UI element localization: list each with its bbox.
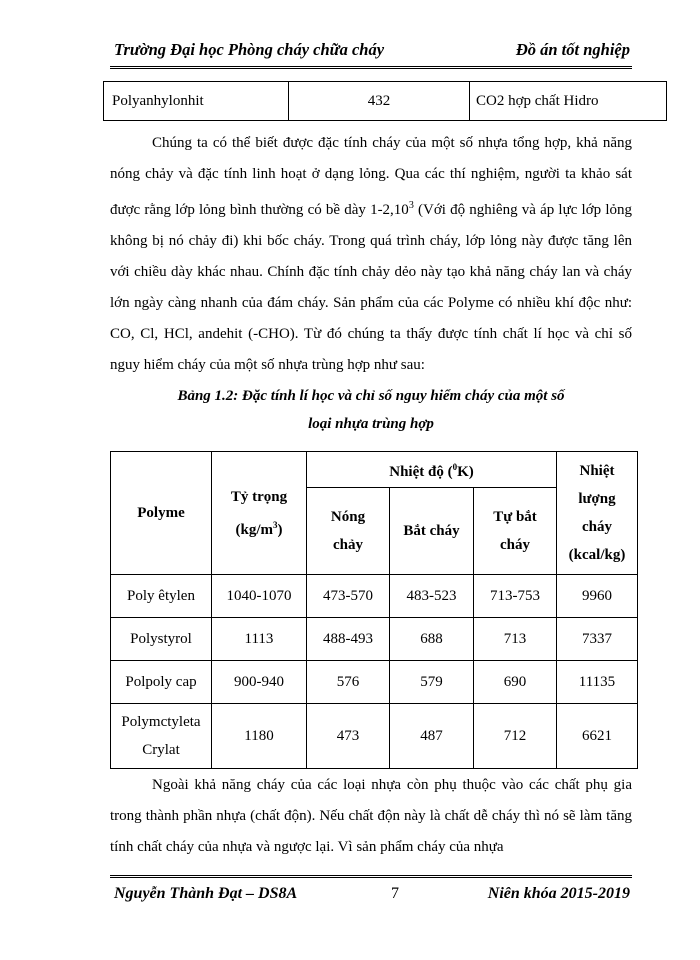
- cell-heat: 6621: [557, 704, 638, 769]
- continued-table: [103, 81, 667, 121]
- header-heat-label: Nhiệt lượng cháy (kcal/kg): [568, 463, 626, 563]
- paragraph-text: (Với độ nghiêng và áp lực lớp lỏng không bị nó chảy đi) khi bốc cháy. Trong quá trình cháy, lớp lỏng này được tăng lên với chiều dày khác nhau. Chính đặc tính chảy dẻo này tạo khả năng cháy lan và cháy lớn ngày càng nhanh của đám cháy. Sản phẩm của các Polyme có nhiều khí độc như: CO, Cl, HCl, andehit (-CHO). Từ đó chúng ta thấy được tính chất lí học và chỉ số nguy hiểm cháy của một số nhựa trùng hợp như sau:: [110, 202, 632, 373]
- cell-ignite: 483-523: [390, 575, 474, 618]
- cell-density: 1040-1070: [212, 575, 307, 618]
- cell-melt: 473: [307, 704, 390, 769]
- table-cell-product: CO2 hợp chất Hidro: [470, 82, 667, 121]
- cell-polyme: Polystyrol: [111, 618, 212, 661]
- header-density-unit: [235, 519, 283, 538]
- cell-density: 900-940: [212, 661, 307, 704]
- body-paragraph-1: [110, 128, 632, 381]
- cell-polyme: Polpoly cap: [111, 661, 212, 704]
- cell-density: 1180: [212, 704, 307, 769]
- cell-selfignite: 713: [474, 618, 557, 661]
- temp-text: Nhiệt độ (: [389, 464, 453, 480]
- cell-ignite: 688: [390, 618, 474, 661]
- header-temperature: [307, 452, 557, 488]
- table-caption-line-2: loại nhựa trùng hợp: [308, 416, 434, 432]
- header-density: [212, 452, 307, 575]
- cell-heat: 7337: [557, 618, 638, 661]
- header-density-label: Tỷ trọng: [230, 488, 288, 505]
- footer-page-number: 7: [391, 885, 399, 902]
- cell-selfignite: 712: [474, 704, 557, 769]
- cell-polyme-text: Polymctyleta Crylat: [121, 714, 201, 758]
- header-document-type: Đồ án tốt nghiệp: [515, 40, 630, 59]
- table-cell-value: 432: [289, 82, 470, 121]
- page-header: [110, 38, 632, 69]
- header-ignite: Bắt cháy: [390, 488, 474, 575]
- superscript: 0: [452, 462, 458, 472]
- cell-heat: 11135: [557, 661, 638, 704]
- footer-academic-year: Niên khóa 2015-2019: [487, 885, 630, 902]
- superscript: 3: [408, 200, 414, 211]
- cell-polyme: Poly êtylen: [111, 575, 212, 618]
- body-paragraph-2: Ngoài khả năng cháy của các loại nhựa còn phụ thuộc vào các chất phụ gia trong thành phần nhựa (chất độn). Nếu chất độn này là chất dễ cháy thì nó sẽ làm tăng tính chất cháy của nhựa và ngược lại. Vì sản phẩm cháy của nhựa: [110, 777, 632, 855]
- cell-ignite: 487: [390, 704, 474, 769]
- superscript: 3: [273, 519, 278, 530]
- cell-heat: 9960: [557, 575, 638, 618]
- unit-text: ): [277, 521, 283, 538]
- footer-author: Nguyễn Thành Đạt – DS8A: [114, 885, 298, 902]
- table-header-row: [111, 452, 638, 488]
- unit-text: (kg/m: [235, 521, 273, 538]
- cell-ignite: 579: [390, 661, 474, 704]
- temp-text: K): [457, 464, 474, 480]
- header-melt: [307, 488, 390, 575]
- header-selfignite-label: Tự bắt cháy: [493, 509, 537, 553]
- table-caption-line-1: Bảng 1.2: Đặc tính lí học và chỉ số nguy hiểm cháy của một số: [177, 388, 565, 404]
- cell-density: 1113: [212, 618, 307, 661]
- cell-selfignite: 713-753: [474, 575, 557, 618]
- cell-melt: 488-493: [307, 618, 390, 661]
- header-school-name: Trường Đại học Phòng cháy chữa cháy: [114, 40, 385, 59]
- cell-melt: 473-570: [307, 575, 390, 618]
- header-polyme: Polyme: [111, 452, 212, 575]
- page-footer: [110, 875, 632, 908]
- header-heat: [557, 452, 638, 575]
- table-row: [111, 618, 638, 661]
- table-row: [111, 575, 638, 618]
- table-row: [111, 661, 638, 704]
- polymer-properties-table: [110, 451, 638, 769]
- cell-polyme: [111, 704, 212, 769]
- table-row: [104, 82, 667, 121]
- table-cell-name: Polyanhylonhit: [104, 82, 289, 121]
- cell-selfignite: 690: [474, 661, 557, 704]
- header-selfignite: [474, 488, 557, 575]
- header-melt-label: Nóng chảy: [330, 509, 366, 553]
- cell-melt: 576: [307, 661, 390, 704]
- paragraph-text: Chúng ta có thể biết được đặc tính cháy của một số nhựa tổng hợp, khả năng nóng chảy và đặc tính linh hoạt ở dạng lỏng. Qua các thí nghiệm, người ta khảo sát được rằng lớp lỏng bình thường có bề dày 1-2,10: [110, 135, 632, 218]
- table-row: [111, 704, 638, 769]
